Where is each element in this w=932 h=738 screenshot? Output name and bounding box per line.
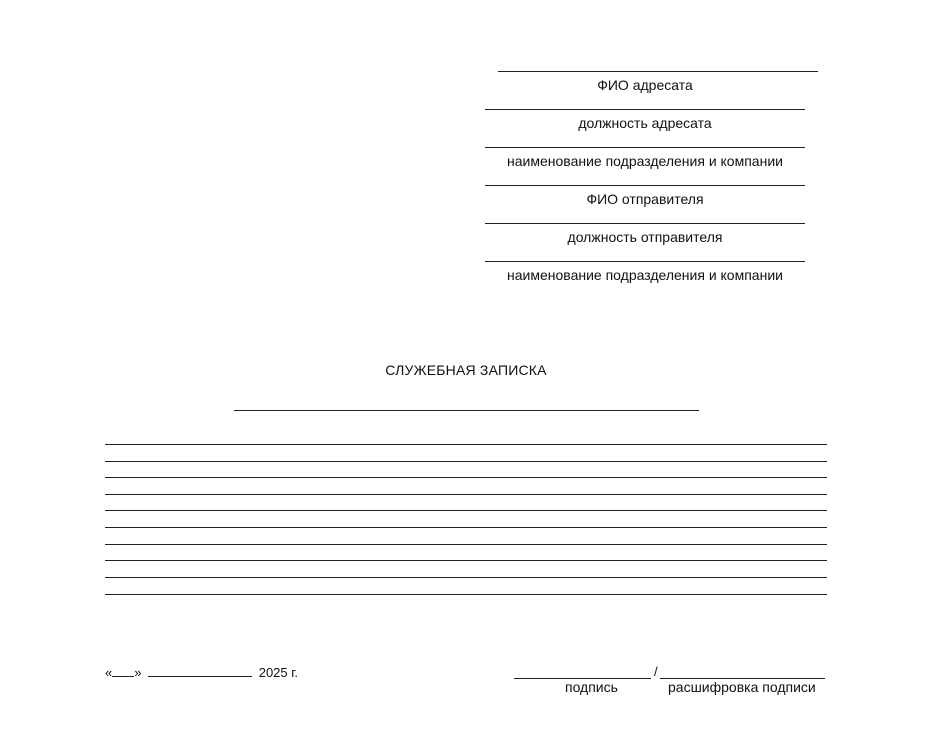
sender-position-caption: должность отправителя <box>567 229 723 245</box>
sender-department-line[interactable] <box>485 261 805 262</box>
memo-body-line[interactable] <box>105 560 827 561</box>
date-month-blank[interactable] <box>148 664 252 677</box>
signature-separator: / <box>654 664 658 679</box>
memo-body-line[interactable] <box>105 577 827 578</box>
memo-body-line[interactable] <box>105 444 827 445</box>
memo-body-line[interactable] <box>105 527 827 528</box>
memo-body-line[interactable] <box>105 544 827 545</box>
memo-body-line[interactable] <box>105 461 827 462</box>
addressee-name-line[interactable] <box>498 71 818 72</box>
addressee-department-caption: наименование подразделения и компании <box>507 153 783 169</box>
addressee-name-caption: ФИО адресата <box>597 77 693 93</box>
memo-subject-line[interactable] <box>234 410 699 411</box>
date-quote-close: » <box>134 665 142 680</box>
addressee-position-caption: должность адресата <box>578 115 712 131</box>
memo-body-line[interactable] <box>105 594 827 595</box>
sender-name-line[interactable] <box>485 185 805 186</box>
sender-department-caption: наименование подразделения и компании <box>507 267 783 283</box>
memo-title: СЛУЖЕБНАЯ ЗАПИСКА <box>385 362 547 378</box>
addressee-department-line[interactable] <box>485 147 805 148</box>
date-day-blank[interactable] <box>112 664 134 677</box>
sender-position-line[interactable] <box>485 223 805 224</box>
signature-decode-caption: расшифровка подписи <box>668 679 816 695</box>
date-quote-open: « <box>105 665 113 680</box>
memo-body-line[interactable] <box>105 510 827 511</box>
signature-caption: подпись <box>565 679 618 695</box>
addressee-position-line[interactable] <box>485 109 805 110</box>
date-field <box>105 664 298 681</box>
date-year-text: 2025 г. <box>258 665 299 680</box>
memo-body-line[interactable] <box>105 494 827 495</box>
memo-body-line[interactable] <box>105 477 827 478</box>
sender-name-caption: ФИО отправителя <box>586 191 704 207</box>
